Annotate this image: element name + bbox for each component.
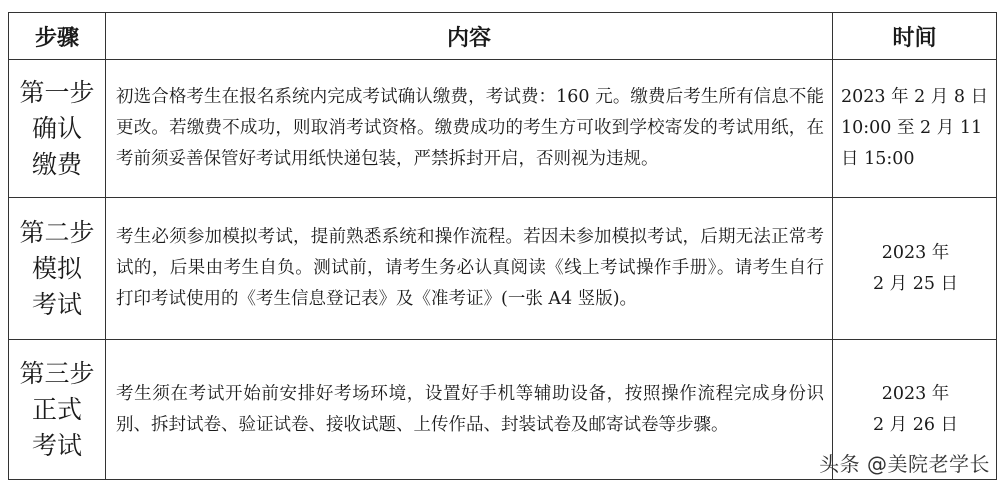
time-line: 2023 年	[881, 242, 950, 263]
table-row	[9, 60, 997, 198]
time-line: 2 月 25 日	[872, 273, 959, 294]
step-label: 第三步	[19, 358, 95, 388]
time-line: 2023 年	[881, 383, 950, 404]
content-cell: 初选合格考生在报名系统内完成考试确认缴费，考试费：160 元。缴费后考生所有信息不能更改。若缴费不成功，则取消考试资格。缴费成功的考生方可收到学校寄发的考试用纸，在考前须妥善保管好考试用纸快递包装，严禁拆封开启，否则视为违规。	[106, 60, 833, 198]
content-cell: 考生须在考试开始前安排好考场环境，设置好手机等辅助设备，按照操作流程完成身份识别、拆封试卷、验证试卷、接收试题、上传作品、封装试卷及邮寄试卷等步骤。	[106, 340, 833, 480]
step-label: 考试	[31, 289, 82, 319]
schedule-table	[8, 12, 997, 480]
step-label: 正式	[31, 394, 82, 424]
step-label: 缴费	[31, 149, 82, 179]
time-cell	[833, 198, 997, 340]
watermark: 头条 @美院老学长	[819, 452, 990, 476]
step-cell	[9, 60, 106, 198]
step-label: 模拟	[31, 253, 82, 283]
step-label: 第二步	[19, 217, 95, 247]
step-cell	[9, 340, 106, 480]
step-label: 考试	[31, 430, 82, 460]
step-cell	[9, 198, 106, 340]
step-label: 第一步	[19, 77, 95, 107]
header-row	[9, 13, 997, 60]
content-cell: 考生必须参加模拟考试，提前熟悉系统和操作流程。若因未参加模拟考试，后期无法正常考试的，后果由考生自负。测试前，请考生务必认真阅读《线上考试操作手册》。请考生自行打印考试使用的《考生信息登记表》及《准考证》(一张 A4 竖版)。	[106, 198, 833, 340]
header-step: 步骤	[9, 13, 106, 60]
header-time: 时间	[833, 13, 997, 60]
time-cell: 2023 年 2 月 8 日 10:00 至 2 月 11 日 15:00	[833, 60, 997, 198]
step-label: 确认	[31, 113, 82, 143]
time-line: 2 月 26 日	[872, 414, 959, 435]
table-row	[9, 198, 997, 340]
header-content: 内容	[106, 13, 833, 60]
